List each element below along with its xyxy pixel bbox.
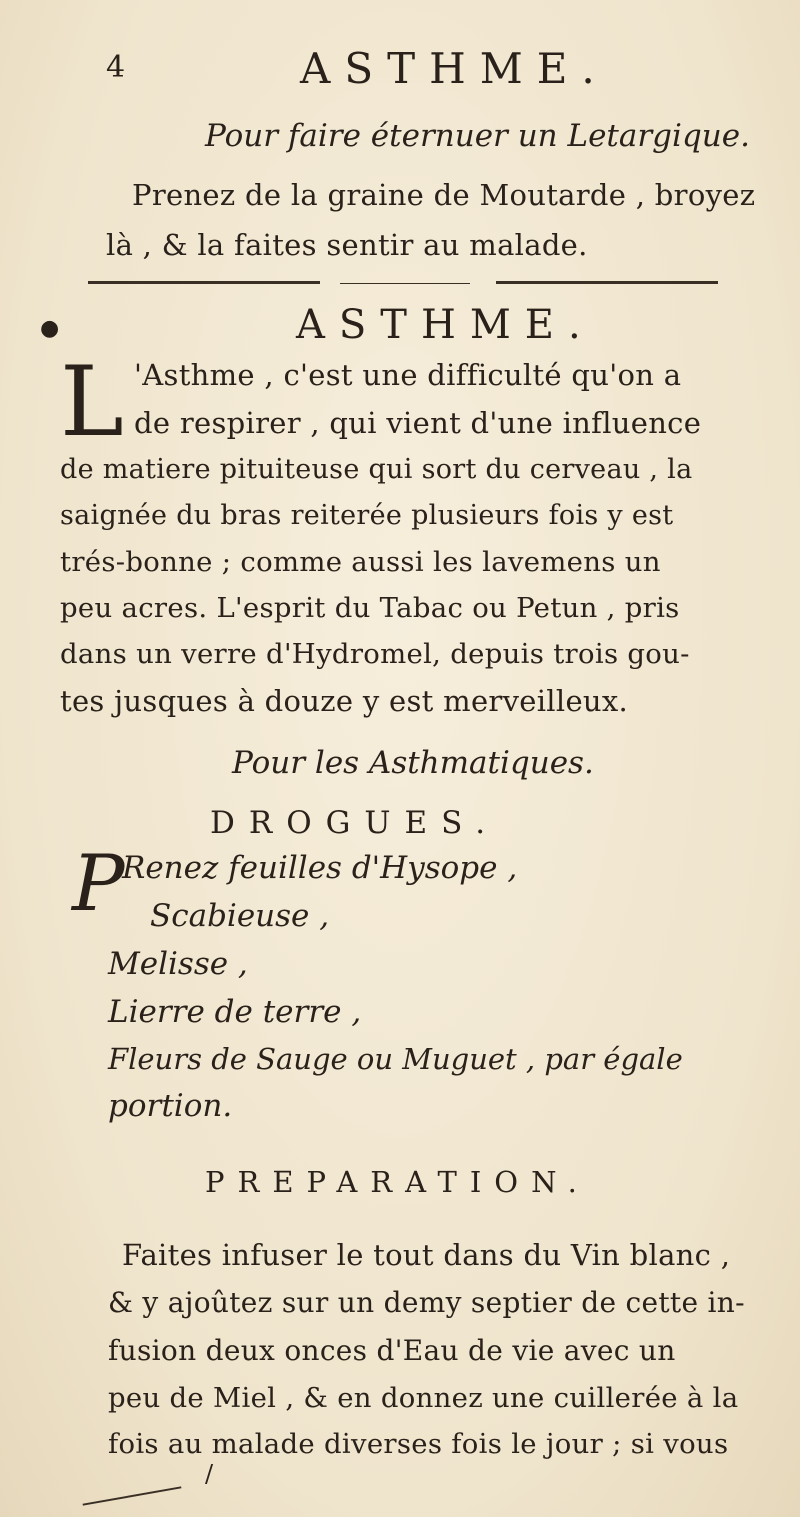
divider-middle	[340, 283, 470, 284]
section-line: trés-bonne ; comme aussi les lavemens un	[60, 546, 661, 578]
entry-line: là , & la faites sentir au malade.	[106, 228, 588, 262]
section-line: tes jusques à douze y est merveilleux.	[60, 684, 629, 718]
ingredient-line: Melisse ,	[108, 946, 248, 982]
preparation-line: fusion deux onces d'Eau de vie avec un	[108, 1334, 676, 1367]
preparation-heading: PREPARATION.	[205, 1165, 590, 1199]
section-line: saignée du bras reiterée plusieurs fois y est	[60, 500, 674, 531]
section-title: ASTHME.	[296, 302, 595, 348]
ingredient-line: Lierre de terre ,	[108, 994, 362, 1030]
drop-capital-p: P	[72, 839, 125, 929]
section-line: de matiere pituiteuse qui sort du cerveau , la	[60, 454, 693, 485]
section-line: peu acres. L'esprit du Tabac ou Petun , pris	[60, 592, 680, 624]
running-head: ASTHME.	[300, 44, 609, 93]
divider-right	[496, 281, 718, 284]
preparation-line: & y ajoûtez sur un demy septier de cette in-	[108, 1286, 745, 1319]
section-line: 'Asthme , c'est une difficulté qu'on a	[134, 358, 682, 392]
preparation-line: peu de Miel , & en donnez une cuillerée à la	[108, 1382, 739, 1414]
page-number: 4	[106, 50, 128, 85]
drop-capital: L	[60, 346, 124, 458]
signature-mark: /	[205, 1460, 214, 1488]
ingredient-line: Renez feuilles d'Hysope ,	[122, 850, 518, 886]
entry-subtitle: Pour faire éternuer un Letargique.	[205, 118, 750, 154]
ingredient-line: Scabieuse ,	[150, 898, 330, 934]
divider-left	[88, 281, 320, 284]
drogues-heading: DROGUES.	[210, 805, 500, 841]
ink-stroke	[83, 1486, 182, 1505]
ingredient-line: Fleurs de Sauge ou Muguet , par égale	[108, 1042, 683, 1076]
recipe-subtitle: Pour les Asthmatiques.	[232, 745, 594, 781]
margin-bullet-icon: ●	[40, 316, 60, 341]
section-line: dans un verre d'Hydromel, depuis trois gou-	[60, 638, 690, 670]
section-line: de respirer , qui vient d'une influence	[134, 406, 702, 440]
ingredient-line: portion.	[108, 1088, 233, 1124]
preparation-line: Faites infuser le tout dans du Vin blanc ,	[122, 1238, 731, 1272]
entry-line: Prenez de la graine de Moutarde , broyez	[132, 178, 756, 212]
preparation-line: fois au malade diverses fois le jour ; si vous	[108, 1428, 729, 1460]
